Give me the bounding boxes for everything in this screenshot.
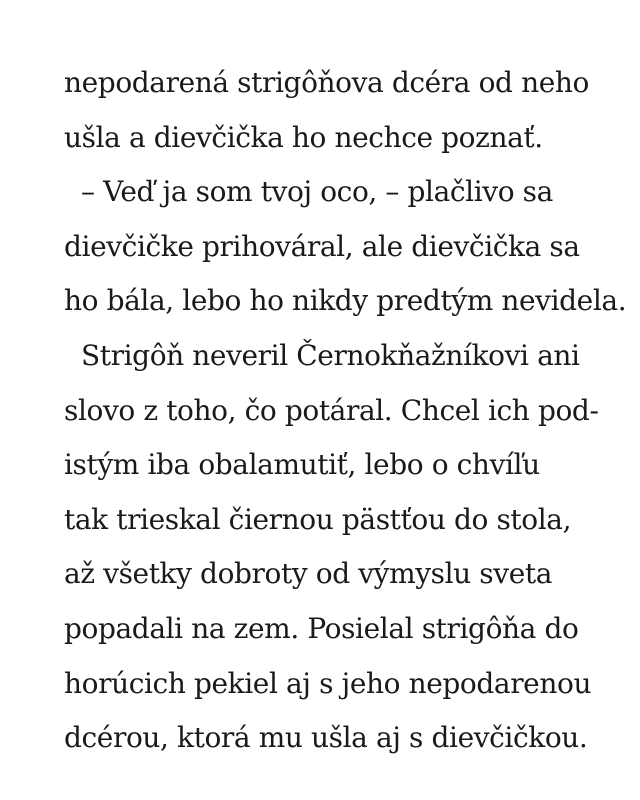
text-line: ušla a dievčička ho nechce poznať. xyxy=(64,120,543,154)
text-line: slovo z toho, čo potáral. Chcel ich pod- xyxy=(64,393,599,427)
text-line: istým iba obalamutiť, lebo o chvíľu xyxy=(64,448,540,482)
text-line: – Veď ja som tvoj oco, – plačlivo sa xyxy=(64,175,553,209)
text-line: Strigôň neveril Černokňažníkovi ani xyxy=(64,338,580,372)
text-line: ho bála, lebo ho nikdy predtým nevidela. xyxy=(64,284,627,318)
text-line: až všetky dobroty od výmyslu sveta xyxy=(64,557,553,591)
text-line: nepodarená strigôňova dcéra od neho xyxy=(64,66,589,99)
text-line: popadali na zem. Posielal strigôňa do xyxy=(64,611,579,645)
text-line: dcérou, ktorá mu ušla aj s dievčičkou. xyxy=(64,721,588,755)
text-line: horúcich pekiel aj s jeho nepodarenou xyxy=(64,666,592,700)
text-line: tak trieskal čiernou pästťou do stola, xyxy=(64,502,572,536)
text-line: dievčičke prihováral, ale dievčička sa xyxy=(64,229,580,263)
